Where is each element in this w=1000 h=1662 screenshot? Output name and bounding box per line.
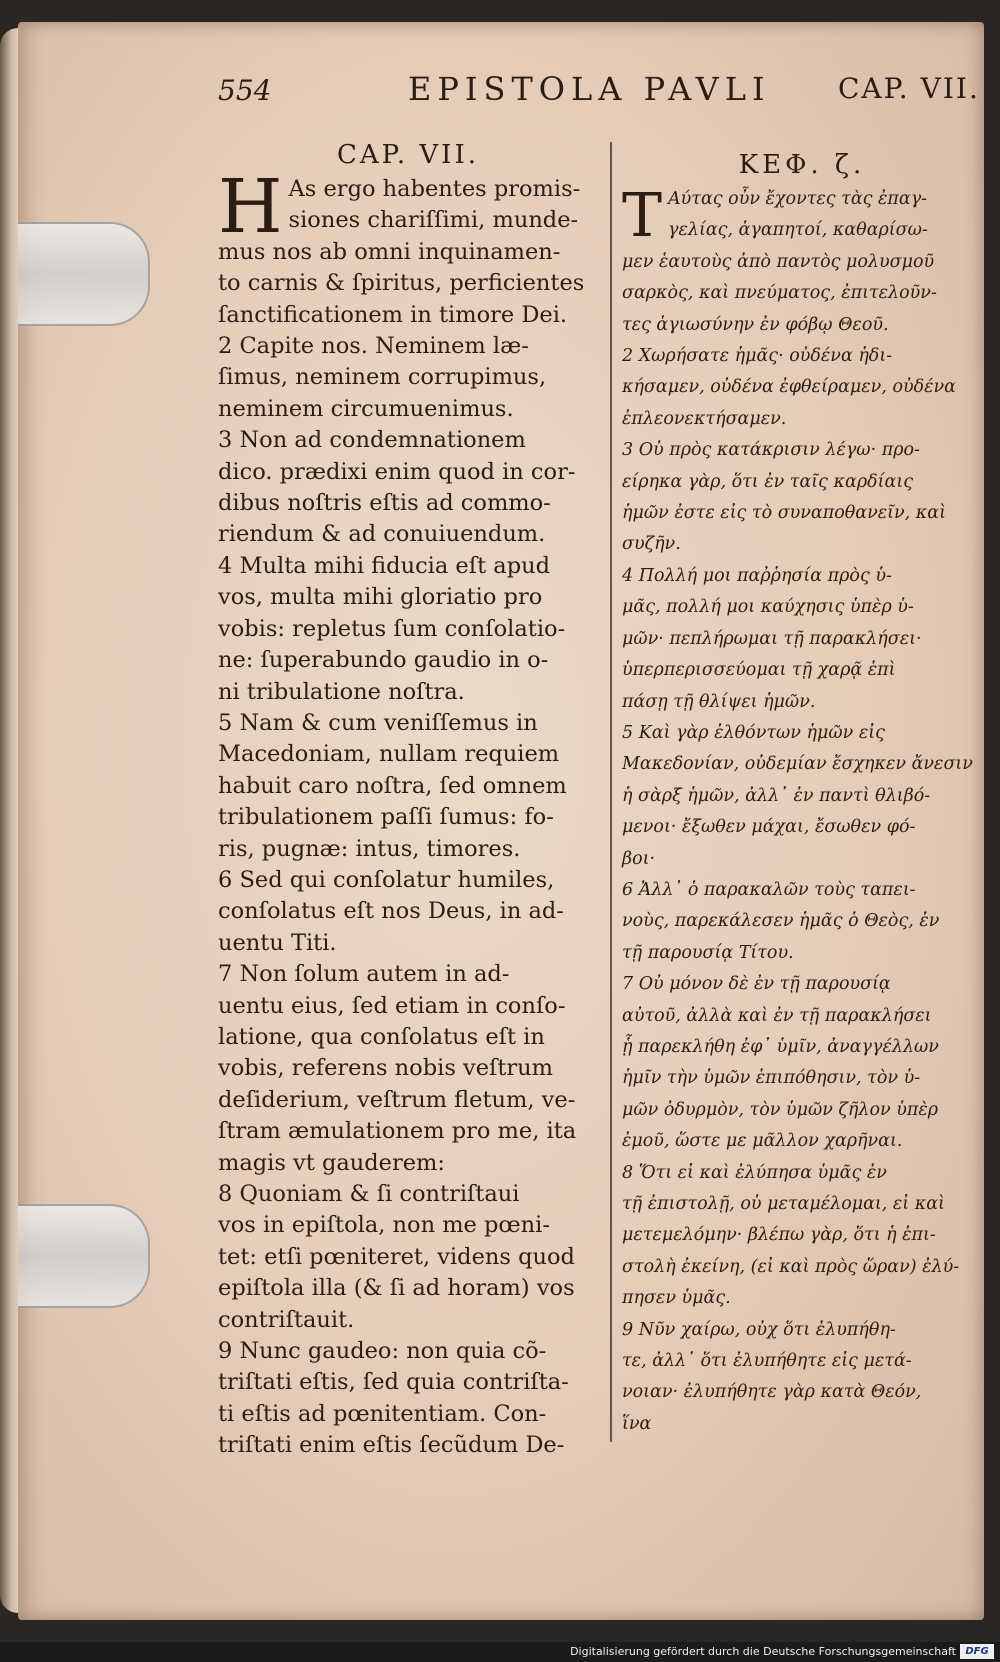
latin-text-line: magis vt gauderem:	[218, 1149, 445, 1176]
greek-text-line: ἡμῖν τὴν ὑμῶν ἐπιπόθησιν, τὸν ὑ-	[622, 1068, 921, 1089]
latin-text	[218, 164, 598, 1462]
latin-text-line: triſtati enim eſtis ſecũdum De-	[218, 1432, 565, 1459]
latin-text-line: mus nos ab omni inquinamen-	[218, 238, 561, 265]
latin-text-line: ris, pugnæ: intus, timores.	[218, 835, 521, 862]
latin-text-line: 2 Capite nos. Neminem læ-	[218, 333, 529, 360]
latin-text-line: tribulationem paſſi ſumus: fo-	[218, 804, 554, 831]
greek-text-line: κήσαμεν, οὐδένα ἐφθείραμεν, οὐδένα	[622, 377, 956, 398]
latin-text-line: 3 Non ad condemnationem	[218, 427, 526, 454]
greek-drop-cap: Τ	[622, 181, 663, 251]
greek-text-line: 2 Χωρήσατε ἡμᾶς· οὐδένα ἠδι-	[622, 346, 893, 367]
latin-text-line: vobis, referens nobis veſtrum	[218, 1055, 553, 1082]
latin-text-line: riendum & ad conuiuendum.	[218, 521, 546, 548]
greek-text-line: βοι·	[622, 848, 656, 869]
latin-text-line: ſimus, neminem corrupimus,	[218, 364, 547, 391]
latin-text-line: Macedoniam, nullam requiem	[218, 741, 560, 768]
latin-text-line: 7 Non ſolum autem in ad-	[218, 961, 510, 988]
greek-text	[622, 181, 982, 1440]
latin-text-line: tet: etſi pœniteret, videns quod	[218, 1243, 575, 1270]
greek-text-line: 6 Ἀλλ᾽ ὁ παρακαλῶν τοὺς ταπει-	[622, 879, 916, 900]
latin-text-line: deſiderium, veſtrum fletum, ve-	[218, 1086, 576, 1113]
greek-text-line: 3 Οὐ πρὸς κατάκρισιν λέγω· προ-	[622, 440, 920, 461]
latin-text-line: siones chariſſimi, munde-	[288, 207, 579, 234]
latin-text-line: As ergo habentes promis-	[288, 176, 581, 202]
greek-text-line: 7 Οὐ μόνον δὲ ἐν τῇ παρουσίᾳ	[622, 974, 891, 995]
greek-text-line: τῇ παρουσίᾳ Τίτου.	[622, 942, 794, 963]
latin-text-line: habuit caro noſtra, ſed omnem	[218, 772, 567, 799]
greek-text-line: Μακεδονίαν, οὐδεμίαν ἔσχηκεν ἄνεσιν	[622, 754, 973, 775]
greek-text-line: γελίας, ἀγαπητοί, καθαρίσω-	[668, 220, 928, 241]
book-page	[18, 22, 984, 1620]
greek-text-line: σαρκὸς, καὶ πνεύματος, ἐπιτελοῦν-	[622, 283, 937, 304]
latin-text-line: 8 Quoniam & ſi contriſtaui	[218, 1181, 520, 1207]
column-divider	[610, 142, 612, 1442]
greek-text-line: πάσῃ τῇ θλίψει ἡμῶν.	[622, 691, 816, 712]
latin-text-line: vos, multa mihi gloriatio pro	[218, 584, 543, 611]
page-number: 554	[218, 74, 272, 107]
latin-text-line: to carnis & ſpiritus, perficientes	[218, 270, 585, 297]
greek-text-line: συζῆν.	[622, 534, 681, 555]
greek-text-line: ἐμοῦ, ὥστε με μᾶλλον χαρῆναι.	[622, 1131, 903, 1152]
greek-text-line: νοὺς, παρεκάλεσεν ἡμᾶς ὁ Θεὸς, ἐν	[622, 911, 940, 932]
latin-text-line: 6 Sed qui conſolatur humiles,	[218, 866, 555, 893]
latin-text-line: ni tribulatione noſtra.	[218, 678, 465, 705]
greek-text-line: είρηκα γὰρ, ὅτι ἐν ταῖς καρδίαις	[622, 471, 913, 492]
greek-text-line: τῇ ἐπιστολῇ, οὐ μεταμέλομαι, εἰ καὶ	[622, 1194, 945, 1214]
greek-text-line: ἐπλεονεκτήσαμεν.	[622, 408, 787, 429]
latin-text-line: triſtati eſtis, ſed quia contriſta-	[218, 1369, 569, 1396]
latin-text-line: ſanctificationem in timore Dei.	[218, 301, 568, 328]
running-chapter: CAP. VII.	[838, 72, 980, 105]
greek-text-line: νοιαν· ἐλυπήθητε γὰρ κατὰ Θεόν,	[622, 1382, 922, 1403]
latin-text-line: latione, qua conſolatus eſt in	[218, 1023, 545, 1050]
latin-text-line: uentu eius, ſed etiam in conſo-	[218, 992, 566, 1019]
latin-text-line: dico. prædixi enim quod in cor-	[218, 458, 576, 485]
greek-chapter-heading: ΚΕΦ. ζ.	[738, 150, 866, 180]
greek-text-line: Αύτας οὖν ἔχοντες τὰς ἐπαγ-	[668, 189, 928, 209]
latin-text-line: vobis: repletus ſum conſolatio-	[218, 615, 566, 642]
greek-column	[622, 150, 982, 1440]
latin-text-line: uentu Titi.	[218, 929, 337, 956]
greek-text-line: τε, ἀλλ᾽ ὅτι ἐλυπήθητε εἰς μετά-	[622, 1351, 912, 1372]
page-clip-top	[18, 222, 150, 326]
greek-text-line: μετεμελόμην· βλέπω γὰρ, ὅτι ἡ ἐπι-	[622, 1225, 936, 1246]
greek-text-line: μᾶς, πολλή μοι καύχησις ὑπὲρ ὑ-	[622, 597, 914, 618]
latin-text-line: 9 Nunc gaudeo: non quia cõ-	[218, 1338, 547, 1365]
greek-text-line: μῶν ὀδυρμὸν, τὸν ὑμῶν ζῆλον ὑπὲρ	[622, 1099, 939, 1120]
greek-text-line: 8 Ὅτι εἰ καὶ ἐλύπησα ὑμᾶς ἐν	[622, 1162, 887, 1183]
latin-text-line: epiſtola illa (& ſi ad horam) vos	[218, 1275, 575, 1302]
greek-text-line: μεν ἑαυτοὺς ἀπὸ παντὸς μολυσμοῦ	[622, 251, 935, 272]
greek-text-line: ἡ σὰρξ ἡμῶν, ἀλλ᾽ ἐν παντὶ θλιβό-	[622, 785, 931, 806]
latin-column	[218, 140, 598, 1462]
greek-text-line: ἡμῶν ἐστε εἰς τὸ συναποθανεῖν, καὶ	[622, 503, 946, 524]
latin-text-line: 4 Multa mihi fiducia eſt apud	[218, 552, 550, 579]
latin-text-line: vos in epiſtola, non me pœni-	[218, 1212, 550, 1239]
greek-text-line: αὐτοῦ, ἀλλὰ καὶ ἐν τῇ παρακλήσει	[622, 1005, 932, 1026]
greek-text-line: μενοι· ἔξωθεν μάχαι, ἔσωθεν φό-	[622, 817, 916, 838]
latin-chapter-heading: CAP. VII.	[336, 140, 479, 170]
greek-text-line: μῶν· πεπλήρωμαι τῇ παρακλήσει·	[622, 628, 922, 649]
greek-text-line: πησεν ὑμᾶς.	[622, 1288, 731, 1309]
greek-text-line: 5 Καὶ γὰρ ἐλθόντων ἡμῶν εἰς	[622, 722, 885, 743]
latin-text-line: conſolatus eſt nos Deus, in ad-	[218, 898, 564, 925]
footer-credit: Digitalisierung gefördert durch die Deutsche Forschungsgemeinschaft	[570, 1645, 956, 1658]
dfg-logo: DFG	[960, 1644, 994, 1659]
latin-text-line: contriſtauit.	[218, 1306, 355, 1333]
latin-text-line: neminem circumuenimus.	[218, 395, 514, 422]
latin-drop-cap: H	[218, 164, 283, 250]
latin-text-line: 5 Nam & cum veniſſemus in	[218, 709, 538, 736]
greek-text-line: ἵνα	[622, 1413, 652, 1434]
greek-text-line: στολὴ ἐκείνη, (εἰ καὶ πρὸς ὥραν) ἐλύ-	[622, 1256, 960, 1277]
latin-text-line: ſtram æmulationem pro me, ita	[218, 1118, 577, 1145]
greek-text-line: ὑπερπερισσεύομαι τῇ χαρᾷ ἐπὶ	[622, 660, 896, 681]
latin-text-line: dibus noſtris eſtis ad commo-	[218, 490, 551, 517]
page-clip-bottom	[18, 1204, 150, 1308]
greek-text-line: 9 Νῦν χαίρω, οὐχ ὅτι ἐλυπήθη-	[622, 1319, 896, 1340]
latin-text-line: ti eſtis ad pœnitentiam. Con-	[218, 1400, 547, 1427]
greek-text-line: 4 Πολλή μοι παῤῥησία πρὸς ὑ-	[622, 565, 892, 586]
running-title: EPISTOLA PAVLI	[408, 70, 771, 108]
greek-text-line: ᾗ παρεκλήθη ἐφ᾽ ὑμῖν, ἀναγγέλλων	[622, 1036, 939, 1057]
greek-text-line: τες ἁγιωσύνην ἐν φόβῳ Θεοῦ.	[622, 314, 889, 335]
latin-text-line: ne: ſuperabundo gaudio in o-	[218, 647, 549, 674]
